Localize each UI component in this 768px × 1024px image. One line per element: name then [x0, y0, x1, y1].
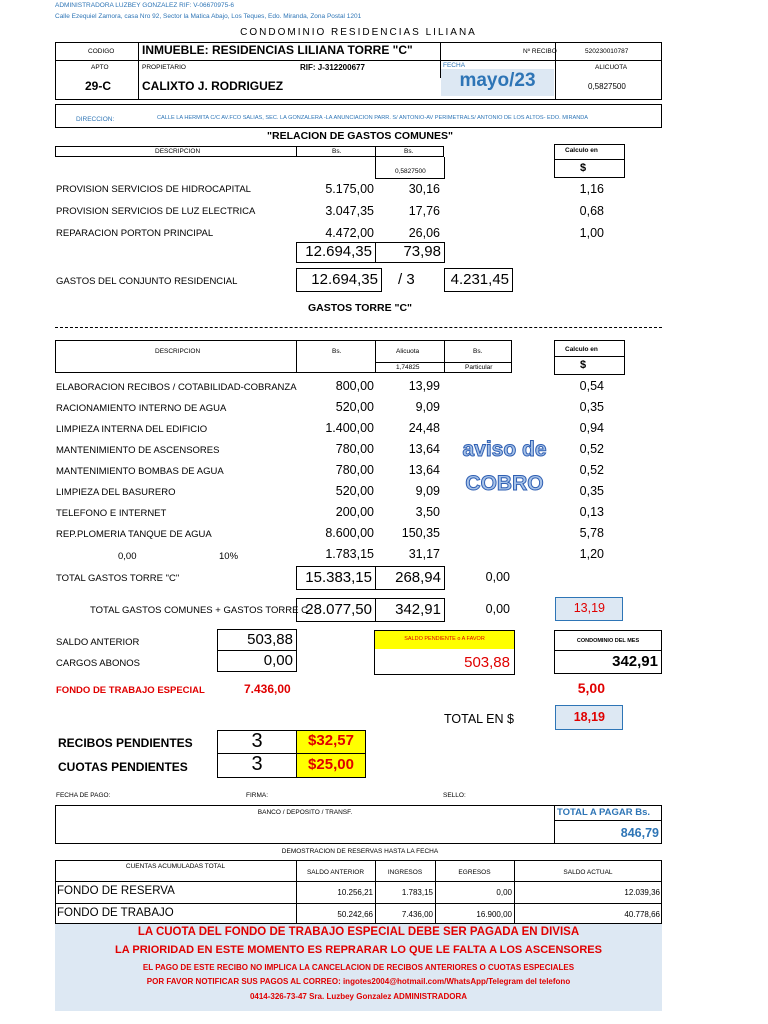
comunes-col-desc: DESCRIPCION — [155, 148, 201, 155]
propietario-label: PROPIETARIO — [142, 64, 186, 71]
fondo-especial-label: FONDO DE TRABAJO ESPECIAL — [56, 685, 205, 696]
fondo-especial-value: 7.436,00 — [244, 682, 291, 696]
address-line: Calle Ezequiel Zamora, casa Nro 92, Sector la Matica Abajo, Los Teques, Edo. Miranda, Zona Postal 1201 — [55, 13, 362, 20]
torre-row-usd: 5,78 — [579, 526, 604, 540]
torre-row-desc: TELEFONO E INTERNET — [56, 508, 167, 519]
comunes-title: "RELACION DE GASTOS COMUNES" — [267, 130, 453, 142]
conjunto-divisor: / 3 — [398, 271, 415, 288]
torre-row-ali: 13,99 — [408, 379, 440, 393]
grand-total-ali: 342,91 — [395, 601, 441, 618]
reservas-row-actual: 40.778,66 — [624, 910, 660, 919]
torre-row-ali: 9,09 — [415, 400, 440, 414]
total-usd-value: 18,19 — [573, 710, 605, 724]
comunes-row-bs: 3.047,35 — [325, 204, 374, 218]
page-title: CONDOMINIO RESIDENCIAS LILIANA — [240, 27, 477, 38]
recibos-pendientes-count: 3 — [251, 730, 263, 752]
reservas-col-3: EGRESOS — [458, 869, 491, 876]
torre-row-bs: 1.400,00 — [325, 421, 374, 435]
apto-label: APTO — [91, 64, 109, 71]
torre-row-desc: MANTENIMIENTO BOMBAS DE AGUA — [56, 466, 224, 477]
torre-row-desc: MANTENIMIENTO DE ASCENSORES — [56, 445, 220, 456]
cuotas-pendientes-amount: $25,00 — [308, 756, 354, 773]
comunes-row-desc: PROVISION SERVICIOS DE HIDROCAPITAL — [56, 184, 251, 195]
fondo-especial-usd: 5,00 — [577, 680, 605, 696]
recibo-number: 520230010787 — [585, 48, 629, 55]
comunes-row-desc: PROVISION SERVICIOS DE LUZ ELECTRICA — [56, 206, 256, 217]
section-divider — [55, 327, 662, 328]
torre-row-usd: 0,35 — [579, 484, 604, 498]
torre-title: GASTOS TORRE "C" — [307, 302, 413, 314]
torre-row-usd: 0,52 — [579, 463, 604, 477]
torre-row-bs: 200,00 — [335, 505, 374, 519]
torre-col-alicuota: Alicuota — [396, 348, 420, 355]
condominio-mes-value: 342,91 — [612, 653, 658, 670]
torre-row-ali: 3,50 — [415, 505, 440, 519]
rif-value: RIF: J-312200677 — [300, 63, 365, 72]
torre-col-particular: Particular — [465, 364, 493, 371]
reservas-row-egresos: 0,00 — [496, 888, 512, 897]
torre-row-desc: LIMPIEZA DEL BASURERO — [56, 487, 176, 498]
comunes-col-alicuota: 0,5827500 — [395, 168, 426, 175]
fecha-pago-label: FECHA DE PAGO: — [56, 792, 111, 799]
comunes-calc-sym: $ — [580, 162, 587, 174]
recibos-pendientes-amount: $32,57 — [308, 732, 354, 749]
inmueble-name: INMUEBLE: RESIDENCIAS LILIANA TORRE "C" — [142, 43, 413, 57]
condominio-mes-label: CONDOMINIO DEL MES — [576, 638, 640, 644]
pct-bs: 1.783,15 — [325, 547, 374, 561]
cuotas-pendientes-label: CUOTAS PENDIENTES — [58, 760, 188, 774]
grand-total-part: 0,00 — [485, 602, 510, 616]
comunes-row-desc: REPARACION PORTON PRINCIPAL — [56, 228, 214, 239]
comunes-row-ali: 17,76 — [408, 204, 440, 218]
reservas-row-anterior: 10.256,21 — [337, 888, 373, 897]
cuotas-pendientes-count: 3 — [251, 753, 263, 775]
torre-row-ali: 13,64 — [408, 463, 440, 477]
reservas-row-actual: 12.039,36 — [624, 888, 660, 897]
propietario-name: CALIXTO J. RODRIGUEZ — [142, 79, 284, 93]
reservas-col-4: SALDO ACTUAL — [563, 869, 613, 876]
torre-row-ali: 9,09 — [415, 484, 440, 498]
torre-row-ali: 150,35 — [401, 526, 440, 540]
torre-col-desc: DESCRIPCION — [155, 348, 201, 355]
torre-row-bs: 780,00 — [335, 442, 374, 456]
footer-line4: POR FAVOR NOTIFICAR SUS PAGOS AL CORREO: ingotes2004@hotmail.com/WhatsApp/Telegram del telefono — [146, 977, 571, 986]
codigo-label: CODIGO — [88, 48, 115, 55]
torre-total-ali: 268,94 — [395, 569, 441, 586]
comunes-row-usd: 1,16 — [579, 182, 604, 196]
pct-label: 10% — [219, 551, 239, 562]
admin-line: ADMINISTRADORA LUZBEY GONZALEZ RIF: V-06670975-6 — [55, 2, 235, 9]
reservas-col-2: INGRESOS — [387, 869, 423, 876]
torre-row-usd: 0,35 — [579, 400, 604, 414]
torre-calc-label: Calculo en — [565, 346, 598, 353]
torre-col-bs-part: Bs. — [473, 348, 483, 355]
conjunto-label: GASTOS DEL CONJUNTO RESIDENCIAL — [56, 276, 238, 287]
torre-row-ali: 13,64 — [408, 442, 440, 456]
pct-base: 0,00 — [118, 551, 137, 562]
reservas-col-0: CUENTAS ACUMULADAS TOTAL — [125, 863, 226, 870]
fecha-label: FECHA — [443, 62, 466, 69]
total-usd-label: TOTAL EN $ — [444, 712, 514, 726]
torre-total-label: TOTAL GASTOS TORRE "C" — [56, 573, 180, 584]
total-pagar-label: TOTAL A PAGAR Bs. — [557, 807, 651, 818]
torre-row-ali: 24,48 — [408, 421, 440, 435]
saldo-anterior-value: 503,88 — [247, 631, 293, 648]
saldo-pendiente-label: SALDO PENDIENTE o A FAVOR — [404, 636, 485, 642]
cargos-value: 0,00 — [263, 652, 293, 669]
alicuota-label: ALICUOTA — [595, 64, 628, 71]
comunes-col-bs: Bs. — [332, 148, 342, 155]
conjunto-bs: 12.694,35 — [311, 271, 378, 288]
comunes-row-ali: 26,06 — [408, 226, 440, 240]
torre-row-usd: 0,13 — [579, 505, 604, 519]
grand-total-bs: 28.077,50 — [305, 601, 372, 618]
total-pagar-value: 846,79 — [620, 826, 659, 840]
reservas-title: DEMOSTRACION DE RESERVAS HASTA LA FECHA — [281, 848, 439, 855]
torre-row-usd: 0,54 — [579, 379, 604, 393]
direccion-label: DIRECCION: — [76, 116, 115, 123]
reservas-row-ingresos: 1.783,15 — [401, 888, 433, 897]
torre-row-bs: 780,00 — [335, 463, 374, 477]
torre-col-bs: Bs. — [332, 348, 342, 355]
torre-total-bs: 15.383,15 — [305, 569, 372, 586]
comunes-row-usd: 1,00 — [579, 226, 604, 240]
footer-line1: LA CUOTA DEL FONDO DE TRABAJO ESPECIAL DEBE SER PAGADA EN DIVISA — [137, 926, 580, 938]
cargos-label: CARGOS ABONOS — [56, 658, 140, 669]
grand-total-label: TOTAL GASTOS COMUNES + GASTOS TORRE C — [90, 605, 308, 616]
apto-value: 29-C — [85, 79, 112, 93]
aviso-stamp-line2: COBRO — [465, 472, 544, 495]
torre-row-desc: RACIONAMIENTO INTERNO DE AGUA — [56, 403, 227, 414]
grand-total-usd: 13,19 — [573, 601, 605, 615]
comunes-row-bs: 5.175,00 — [325, 182, 374, 196]
torre-row-desc: REP.PLOMERIA TANQUE DE AGUA — [56, 529, 212, 540]
pct-usd: 1,20 — [579, 547, 604, 561]
reservas-row-name: FONDO DE RESERVA — [57, 885, 175, 897]
footer-line2: LA PRIORIDAD EN ESTE MOMENTO ES REPRARAR LO QUE LE FALTA A LOS ASCENSORES — [115, 944, 602, 956]
footer-line3: EL PAGO DE ESTE RECIBO NO IMPLICA LA CANCELACION DE RECIBOS ANTERIORES O CUOTAS ESPECIALES — [142, 963, 575, 972]
comunes-col-bs2: Bs. — [404, 148, 414, 155]
recibos-pendientes-label: RECIBOS PENDIENTES — [58, 736, 193, 750]
reservas-col-1: SALDO ANTERIOR — [306, 869, 365, 876]
alicuota-value: 0,5827500 — [588, 82, 626, 91]
torre-calc-sym: $ — [580, 359, 587, 371]
comunes-total-bs: 12.694,35 — [305, 243, 372, 260]
aviso-stamp-line1: aviso de — [462, 438, 547, 461]
torre-col-alicuota-val: 1,74825 — [396, 364, 420, 371]
pct-ali: 31,17 — [408, 547, 440, 561]
comunes-header — [55, 146, 444, 157]
firma-label: FIRMA: — [246, 792, 269, 799]
comunes-row-bs: 4.472,00 — [325, 226, 374, 240]
footer-line5: 0414-326-73-47 Sra. Luzbey Gonzalez ADMINISTRADORA — [249, 992, 468, 1001]
torre-row-usd: 0,94 — [579, 421, 604, 435]
direccion-value: CALLE LA HERMITA C/C AV.FCO SALIAS, SEC. LA GONZALERA -LA ANUNCIACION PARR. S/ ANTONIO-AV PERIMETRALS/ ANTONIO DE LOS ALTOS- EDO. MIRANDA — [157, 115, 589, 121]
fecha-value: mayo/23 — [459, 70, 536, 91]
comunes-calc-label: Calculo en — [565, 147, 598, 154]
recibo-label: Nº RECIBO — [523, 48, 557, 55]
comunes-row-ali: 30,16 — [408, 182, 440, 196]
torre-row-desc: ELABORACION RECIBOS / COTABILIDAD-COBRANZA — [56, 382, 297, 393]
torre-row-bs: 520,00 — [335, 484, 374, 498]
reservas-row-egresos: 16.900,00 — [476, 910, 512, 919]
reservas-row-ingresos: 7.436,00 — [401, 910, 433, 919]
torre-row-desc: LIMPIEZA INTERNA DEL EDIFICIO — [56, 424, 208, 435]
comunes-row-usd: 0,68 — [579, 204, 604, 218]
sello-label: SELLO: — [443, 792, 466, 799]
torre-row-bs: 8.600,00 — [325, 526, 374, 540]
torre-total-part: 0,00 — [485, 570, 510, 584]
comunes-total-ali: 73,98 — [403, 243, 441, 260]
reservas-row-anterior: 50.242,66 — [337, 910, 373, 919]
banco-label: BANCO / DEPOSITO / TRANSF. — [257, 809, 353, 816]
torre-row-usd: 0,52 — [579, 442, 604, 456]
conjunto-result: 4.231,45 — [450, 271, 509, 288]
torre-row-bs: 800,00 — [335, 379, 374, 393]
saldo-pendiente-value: 503,88 — [464, 654, 510, 671]
torre-row-bs: 520,00 — [335, 400, 374, 414]
saldo-anterior-label: SALDO ANTERIOR — [56, 637, 140, 648]
reservas-row-name: FONDO DE TRABAJO — [57, 907, 174, 919]
